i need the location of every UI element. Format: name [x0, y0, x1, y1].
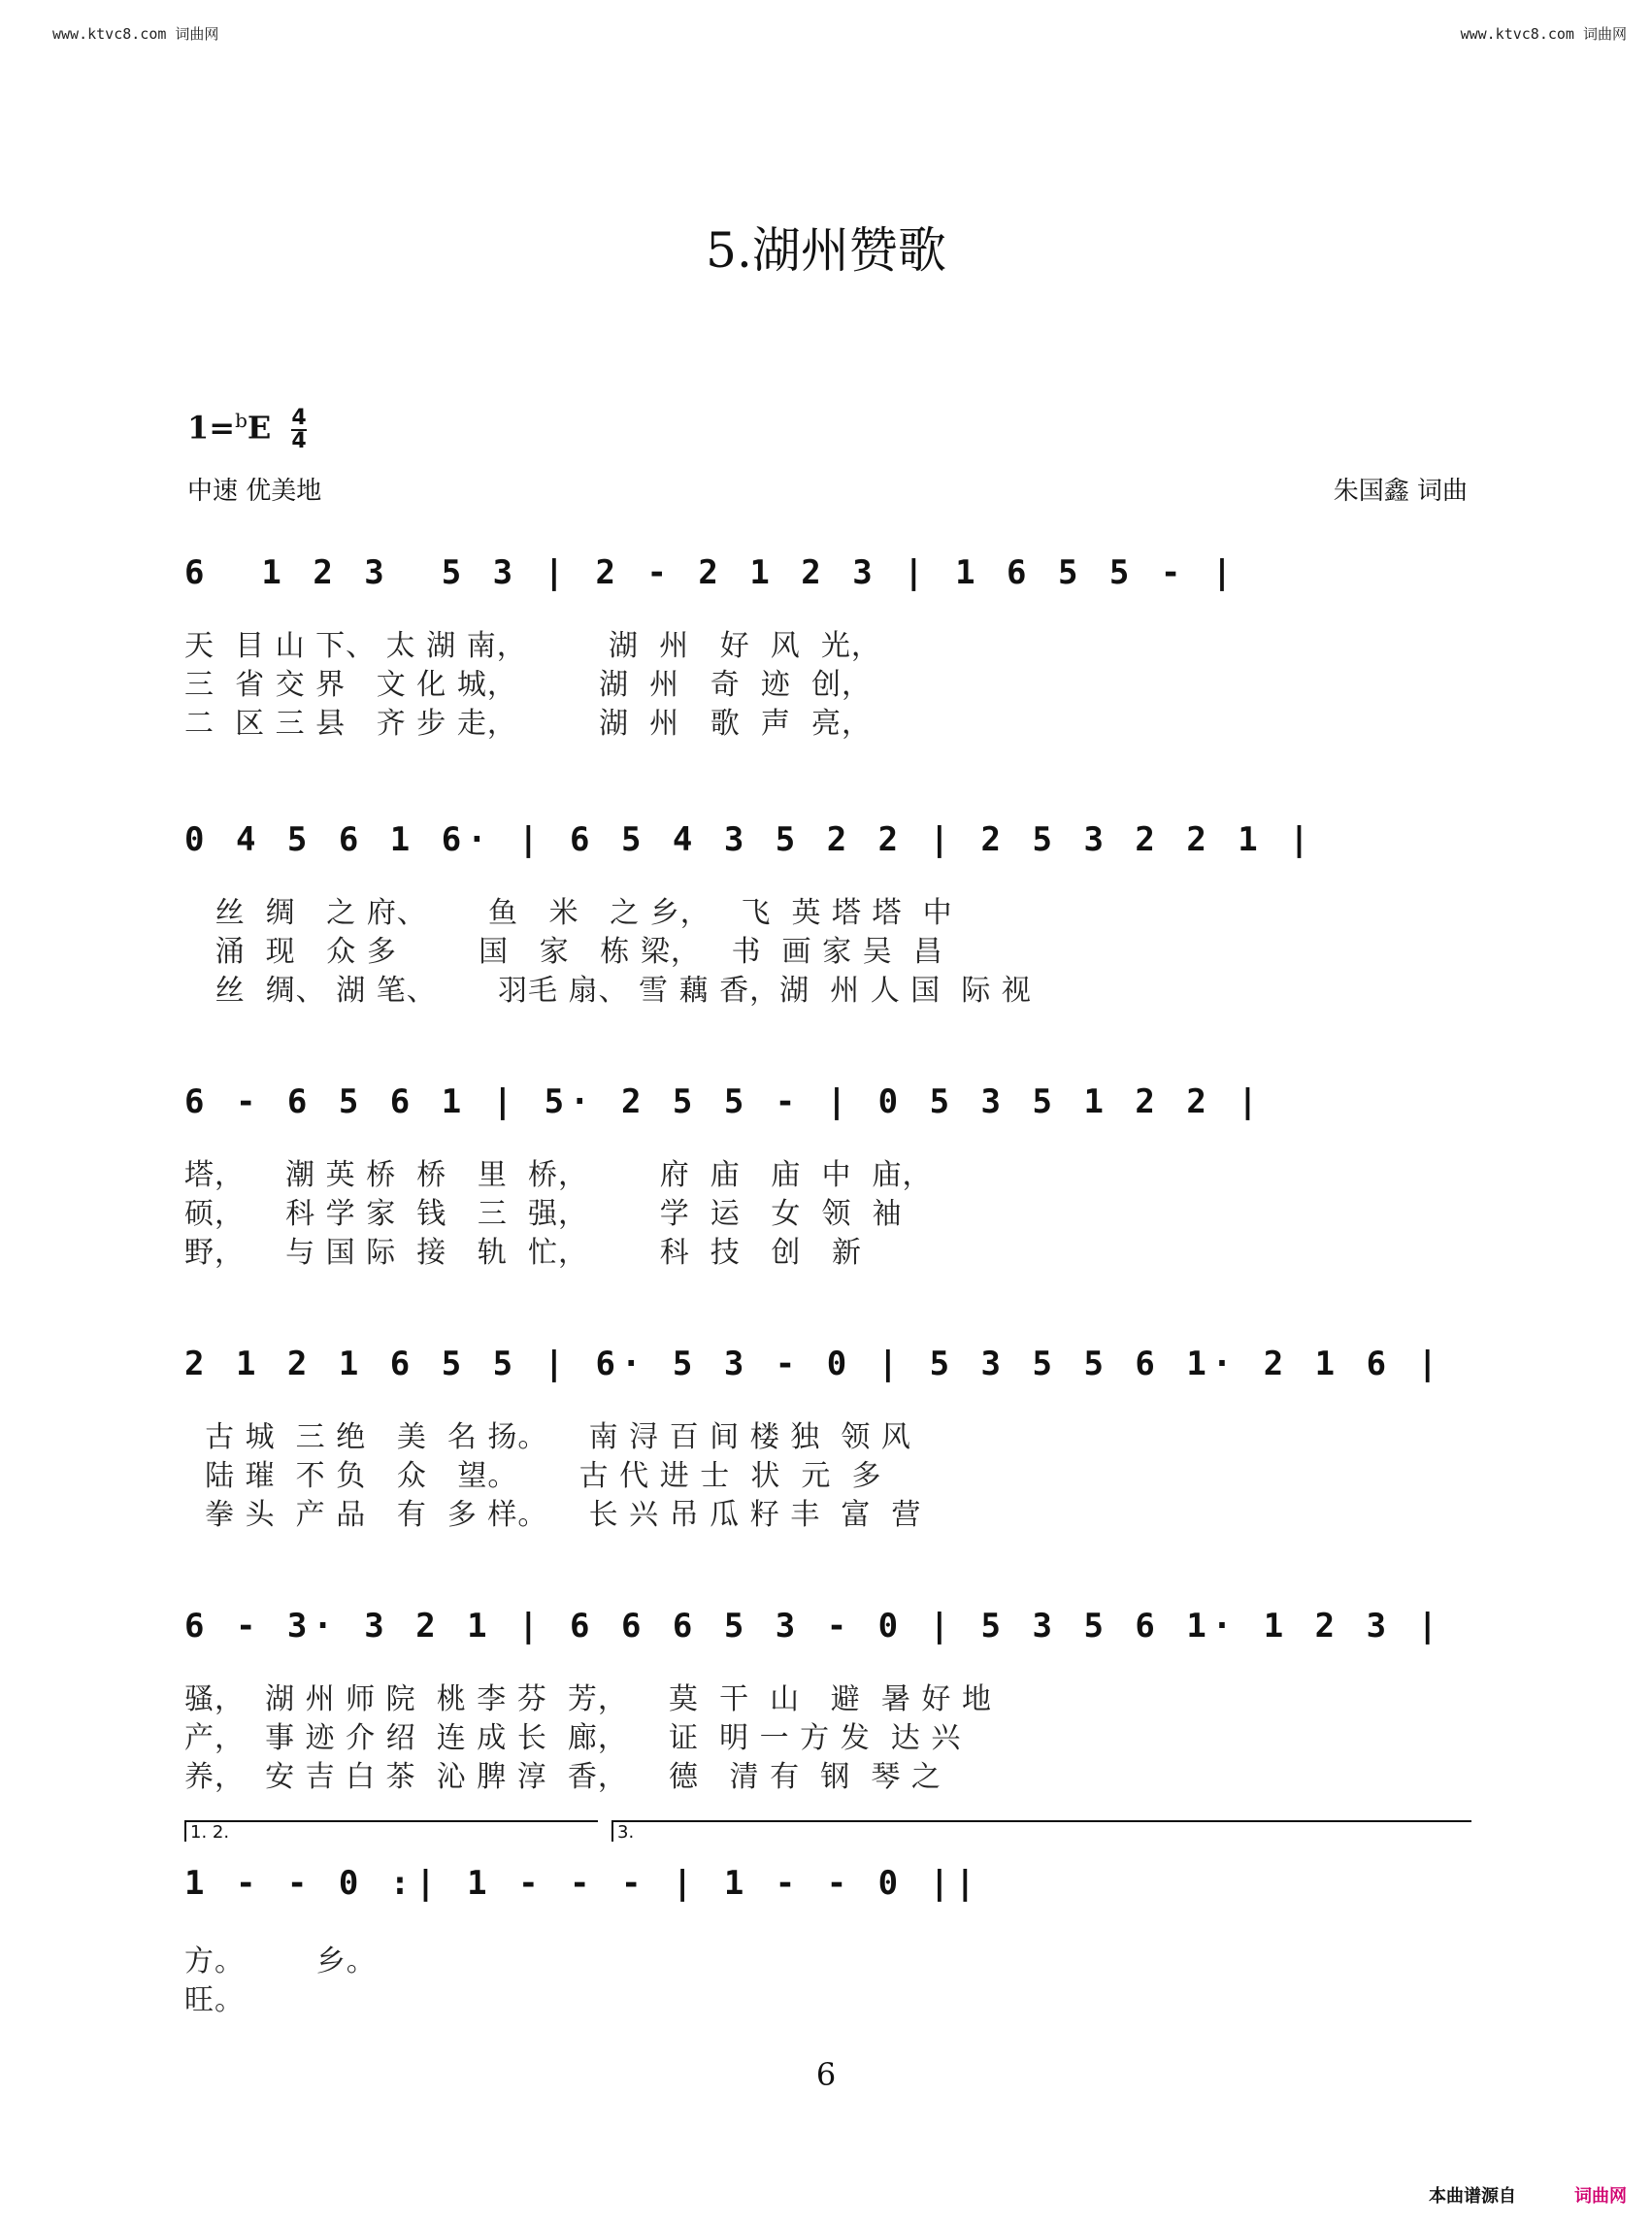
key-signature	[187, 408, 307, 452]
key-tonic: E	[247, 409, 272, 447]
volta-first-second-ending: 1. 2.	[184, 1820, 598, 1842]
footer-source-label: 本曲谱源自	[1429, 2186, 1516, 2207]
notation-text: 0 4 5 6 1 6· | 6 5 4 3 5 2 2 | 2 5 3 2 2 1 |	[184, 820, 1315, 859]
volta-third-ending: 3.	[611, 1820, 1471, 1842]
notation-line	[184, 820, 1466, 879]
notation-text: 6 1 2 3 5 3 | 2 - 2 1 2 3 | 1 6 5 5 - |	[184, 553, 1239, 592]
lyric-verse-1: 天 目 山 下、 太 湖 南， 湖 州 好 风 光，	[184, 629, 881, 663]
footer-site-label: 词曲网	[1574, 2186, 1627, 2207]
lyric-verse-3: 养， 安 吉 白 茶 沁 脾 淳 香， 德 清 有 钢 琴 之	[184, 1760, 942, 1794]
staff-system-5	[184, 1607, 1466, 1794]
lyric-verse-1: 塔， 潮 英 桥 桥 里 桥， 府 庙 庙 中 庙，	[184, 1158, 933, 1192]
lyric-verse-3: 丝 绸、 湖 笔、 羽毛 扇、 雪 藕 香，湖 州 人 国 际 视	[184, 974, 1032, 1008]
notation-line	[184, 1345, 1466, 1403]
lyric-verse-1: 丝 绸 之 府、 鱼 米 之 乡， 飞 英 塔 塔 中	[184, 896, 953, 930]
lyric-verse-3: 二 区 三 县 齐 步 走， 湖 州 歌 声 亮，	[184, 707, 872, 741]
lyric-verse-2: 硕， 科 学 家 钱 三 强， 学 运 女 领 袖	[184, 1197, 903, 1231]
staff-system-6	[184, 1820, 1466, 2017]
page-number: 6	[815, 2056, 837, 2093]
lyric-verse-2: 旺。	[184, 1983, 245, 2017]
staff-system-1	[184, 553, 1466, 741]
header-right-watermark: www.ktvc8.com 词曲网	[1460, 25, 1627, 43]
lyric-verse-1: 古 城 三 绝 美 名 扬。 南 浔 百 间 楼 独 领 风	[184, 1420, 911, 1454]
lyric-verse-2: 涌 现 众 多 国 家 栋 梁， 书 画 家 吴 昌	[184, 935, 943, 969]
flat-sign: b	[235, 408, 248, 432]
lyric-verse-2: 三 省 交 界 文 化 城， 湖 州 奇 迹 创，	[184, 668, 872, 702]
notation-line	[184, 1864, 1466, 1922]
notation-text: 6 - 3· 3 2 1 | 6 6 6 5 3 - 0 | 5 3 5 6 1· 1 2 3 |	[184, 1607, 1444, 1645]
meter-top: 4	[291, 406, 307, 430]
tempo-marking: 中速 优美地	[187, 477, 322, 506]
lyric-verse-2: 陆 璀 不 负 众 望。 古 代 进 士 状 元 多	[184, 1459, 882, 1493]
notation-line	[184, 553, 1466, 612]
lyric-verse-3: 拳 头 产 品 有 多 样。 长 兴 吊 瓜 籽 丰 富 营	[184, 1498, 922, 1532]
composer-credit: 朱国鑫 词曲	[1333, 477, 1468, 506]
lyric-verse-1: 骚， 湖 州 师 院 桃 李 芬 芳， 莫 干 山 避 暑 好 地	[184, 1682, 992, 1716]
notation-text: 6 - 6 5 6 1 | 5· 2 5 5 - | 0 5 3 5 1 2 2 |	[184, 1082, 1264, 1121]
staff-system-4	[184, 1345, 1466, 1532]
meter-bottom: 4	[291, 429, 307, 453]
notation-text: 1 - - 0 :| 1 - - - | 1 - - 0 ||	[184, 1864, 981, 1903]
lyric-verse-1: 方。 乡。	[184, 1944, 377, 1978]
staff-system-3	[184, 1082, 1466, 1270]
header-left-watermark: www.ktvc8.com 词曲网	[52, 25, 219, 43]
key-prefix: 1=	[187, 409, 236, 447]
time-signature	[291, 408, 306, 452]
notation-line	[184, 1607, 1466, 1665]
song-title: 5.湖州赞歌	[706, 222, 946, 279]
staff-system-2	[184, 820, 1466, 1008]
lyric-verse-2: 产， 事 迹 介 绍 连 成 长 廊， 证 明 一 方 发 达 兴	[184, 1721, 962, 1755]
notation-line	[184, 1082, 1466, 1141]
notation-text: 2 1 2 1 6 5 5 | 6· 5 3 - 0 | 5 3 5 5 6 1· 2 1 6 |	[184, 1345, 1444, 1383]
lyric-verse-3: 野， 与 国 际 接 轨 忙， 科 技 创 新	[184, 1236, 863, 1270]
